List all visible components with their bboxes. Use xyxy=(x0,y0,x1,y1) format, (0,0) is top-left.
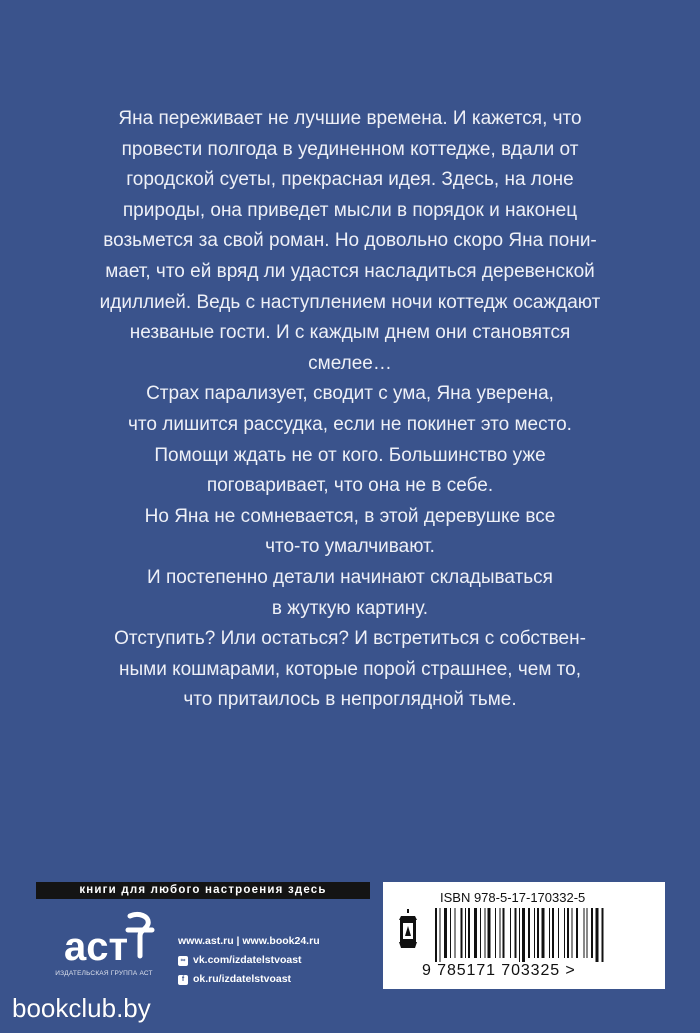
barcode-bar xyxy=(461,908,463,958)
blurb-line: Страх парализует, сводит с ума, Яна уверена, xyxy=(146,383,554,405)
blurb-line: природы, она приведет мысли в порядок и наконец xyxy=(122,199,578,221)
blurb-line: что лишится рассудка, если не покинет это место. xyxy=(128,413,572,435)
ok-link[interactable]: ok.ru/izdatelstvoast xyxy=(193,973,292,985)
barcode-bar xyxy=(572,908,573,958)
blurb-line: провести полгода в уединенном коттедже, вдали от xyxy=(121,138,579,160)
barcode-bar xyxy=(515,908,517,958)
barcode-bar xyxy=(522,908,525,962)
watermark: bookclub.by xyxy=(0,984,163,1033)
blurb-line: что-то умалчивают. xyxy=(265,536,435,558)
blurb-line: в жуткую картину. xyxy=(271,597,429,619)
blurb-line: идиллией. Ведь с наступлением ночи коттедж осаждают xyxy=(99,291,601,313)
blurb-line: Помощи ждать не от кого. Большинство уже xyxy=(154,444,546,466)
blurb-line: мает, что ей вряд ли удастся насладиться деревенской xyxy=(105,260,595,282)
barcode-bar xyxy=(528,908,530,958)
barcode-icon xyxy=(435,908,655,962)
vk-link[interactable]: vk.com/izdatelstvoast xyxy=(193,954,302,966)
barcode-bar xyxy=(576,908,578,958)
publisher-links xyxy=(178,932,320,989)
barcode-bar xyxy=(519,908,520,962)
blurb-line: незваные гости. И с каждым днем они становятся xyxy=(129,322,571,344)
barcode-bar xyxy=(450,908,451,958)
blurb-line: возьмется за свой роман. Но довольно скоро Яна пони- xyxy=(103,230,597,252)
barcode-digits: 9 785171 703325 > xyxy=(422,962,576,979)
publisher-tagline: книги для любого настроения здесь xyxy=(36,882,370,899)
lamp-icon xyxy=(393,906,423,954)
ok-icon: f xyxy=(178,975,188,985)
barcode-bar xyxy=(455,908,456,958)
vk-row xyxy=(178,951,320,970)
barcode-bar xyxy=(488,908,491,958)
barcode-bar xyxy=(549,908,550,958)
logo-text: аст xyxy=(64,925,129,969)
blurb-line: Отступить? Или остаться? И встретиться с собствен- xyxy=(114,628,586,650)
blurb-line: ными кошмарами, которые порой страшнее, чем то, xyxy=(118,658,582,680)
barcode-bar xyxy=(542,908,545,958)
blurb-line: смелее… xyxy=(308,352,392,374)
ast-logo-icon xyxy=(58,910,158,970)
blurb-line: Но Яна не сомневается, в этой деревушке все xyxy=(144,505,556,527)
barcode-bar xyxy=(537,908,539,958)
barcode-bar xyxy=(495,908,496,958)
blurb-line: И постепенно детали начинают складываться xyxy=(147,566,553,588)
publisher-caption: ИЗДАТЕЛЬСКАЯ ГРУППА АСТ xyxy=(55,970,153,977)
barcode-bar xyxy=(587,908,588,958)
barcode-bar xyxy=(510,908,511,958)
websites-row xyxy=(178,932,320,951)
ok-row xyxy=(178,970,320,989)
barcode-bar xyxy=(558,908,559,958)
barcode-bar xyxy=(480,908,481,958)
barcode-bar xyxy=(602,908,604,962)
barcode-bar xyxy=(474,908,477,958)
barcode-bar xyxy=(500,908,501,958)
blurb-line: что притаилось в непроглядной тьме. xyxy=(183,689,517,711)
barcode-bar xyxy=(591,908,593,958)
barcode-bar xyxy=(564,908,565,958)
blurb-line: Яна переживает не лучшие времена. И кажется, что xyxy=(118,108,582,129)
barcode-bar xyxy=(440,908,441,962)
barcode-bar xyxy=(435,908,437,962)
blurb-line: городской суеты, прекрасная идея. Здесь, на лоне xyxy=(126,169,574,191)
blurb-line: поговаривает, что она не в себе. xyxy=(206,475,494,497)
barcode-bar xyxy=(596,908,599,962)
isbn-label: ISBN 978-5-17-170332-5 xyxy=(440,890,586,905)
vk-icon: ∞ xyxy=(178,956,188,966)
barcode-bar xyxy=(444,908,447,958)
websites-link[interactable]: www.ast.ru | www.book24.ru xyxy=(178,935,320,947)
barcode-bar xyxy=(503,908,505,958)
barcode-bar xyxy=(567,908,569,958)
barcode-bar xyxy=(468,908,470,958)
barcode-bar xyxy=(465,908,466,958)
barcode-bar xyxy=(485,908,486,958)
barcode-bar xyxy=(552,908,554,958)
blurb-text xyxy=(40,104,660,716)
barcode-bar xyxy=(584,908,585,958)
barcode-bar xyxy=(534,908,535,958)
